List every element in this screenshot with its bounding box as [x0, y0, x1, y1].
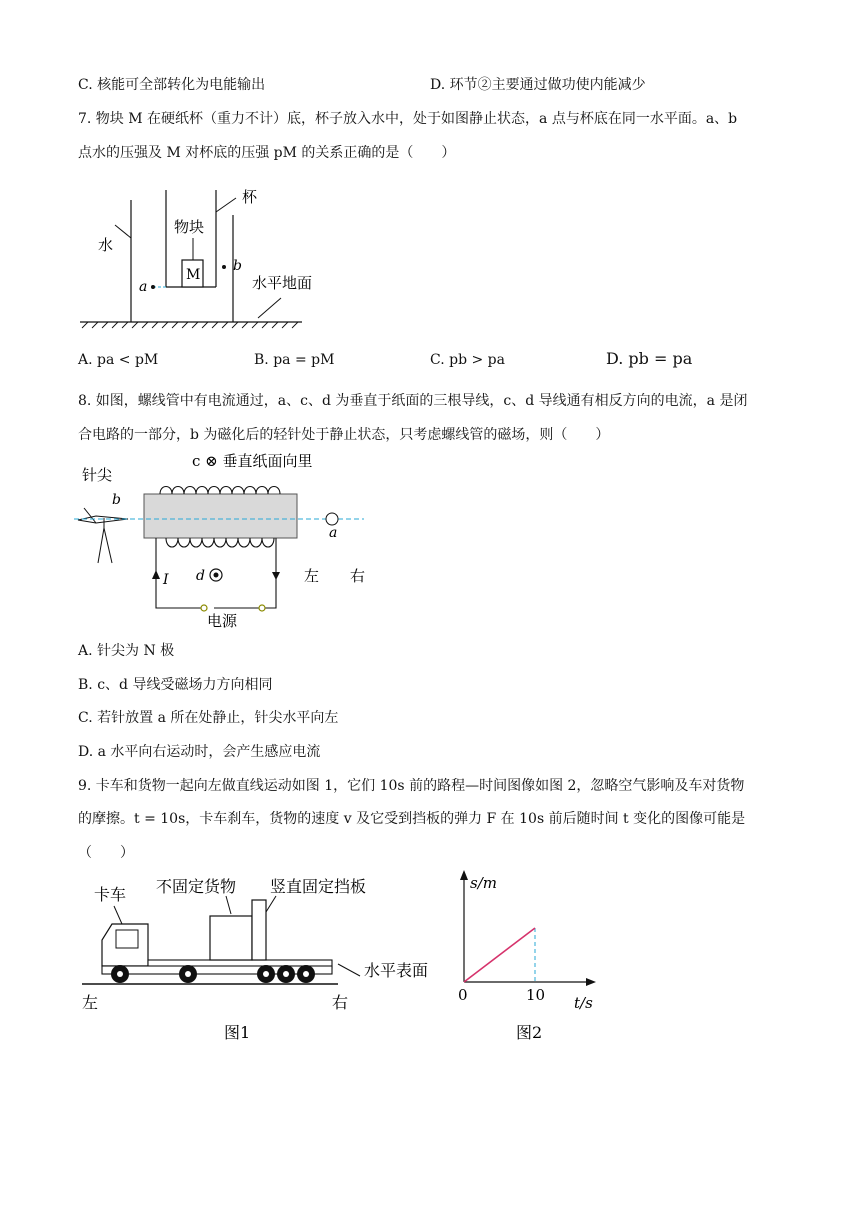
q9-figure1: [76, 872, 429, 1047]
q8-stem-line1: 8. 如图，螺线管中有电流通过，a、c、d 为垂直于纸面的三根导线，c、d 导线通有相反方向的电流，a 是闭: [78, 393, 748, 409]
q8-b-label: b: [112, 492, 121, 508]
q9-surface-label: 水平表面: [364, 961, 429, 980]
q8-needle-label: 针尖: [82, 466, 113, 484]
q7-figure: [76, 180, 316, 330]
y-axis-arrow: [460, 870, 468, 880]
q9-fig2-caption: 图2: [516, 1023, 543, 1042]
x-axis-arrow: [586, 978, 596, 986]
q8-option-d: D. a 水平向右运动时，会产生感应电流: [78, 744, 321, 760]
x-axis-label: t/s: [574, 994, 593, 1012]
x-tick-10: 10: [526, 986, 546, 1004]
q6-option-c: C. 核能可全部转化为电能输出: [78, 77, 266, 93]
q9-cargo-label: 不固定货物: [156, 877, 237, 896]
q8-left-label: 左: [304, 567, 320, 585]
q9-stem-line3: （ ）: [78, 845, 134, 861]
q7-point-a: a: [139, 279, 148, 295]
q9-stem-line2: 的摩擦。t = 10s，卡车刹车，货物的速度 v 及它受到挡板的弹力 F 在 10s 前后随时间 t 变化的图像可能是: [78, 811, 746, 827]
q9-left-label: 左: [82, 993, 99, 1012]
q8-current-label: I: [163, 572, 169, 588]
q8-option-c: C. 若针放置 a 所在处静止，针尖水平向左: [78, 710, 339, 726]
series-line: [464, 928, 535, 982]
q7-ground-label: 水平地面: [252, 274, 313, 292]
q9-truck-label: 卡车: [94, 885, 127, 904]
y-axis-label: s/m: [470, 874, 497, 892]
q7-option-d: D. pb = pa: [606, 349, 693, 368]
q9-fig1-caption: 图1: [224, 1023, 251, 1042]
q8-stem-line2: 合电路的一部分，b 为磁化后的轻针处于静止状态，只考虑螺线管的磁场，则（ ）: [78, 427, 610, 443]
q8-option-a: A. 针尖为 N 极: [78, 643, 175, 659]
q9-board-label: 竖直固定挡板: [270, 877, 367, 896]
q7-option-b: B. pa = pM: [254, 352, 335, 368]
q8-c-label: c ⊗ 垂直纸面向里: [192, 452, 313, 470]
q7-block-m: M: [186, 267, 201, 283]
q8-d-label: d: [196, 568, 205, 584]
q9-right-label: 右: [332, 993, 349, 1012]
q8-right-label: 右: [350, 567, 366, 585]
q8-a-label: a: [329, 525, 338, 541]
q8-power-label: 电源: [207, 612, 238, 630]
q8-option-b: B. c、d 导线受磁场力方向相同: [78, 677, 273, 693]
q7-block-label: 物块: [174, 218, 205, 236]
q7-stem-line1: 7. 物块 M 在硬纸杯（重力不计）底，杯子放入水中，处于如图静止状态，a 点与杯底在同一水平面。a、b: [78, 111, 738, 127]
q7-option-c: C. pb > pa: [430, 352, 505, 368]
q7-option-a: A. pa < pM: [78, 352, 159, 368]
q8-figure: [74, 448, 374, 630]
origin-label: 0: [458, 986, 468, 1004]
q7-stem-line2: 点水的压强及 M 对杯底的压强 pM 的关系正确的是（ ）: [78, 145, 456, 161]
q9-figure2: [450, 866, 610, 1047]
q7-water-label: 水: [98, 236, 114, 254]
q7-point-b: b: [233, 258, 242, 274]
q9-stem-line1: 9. 卡车和货物一起向左做直线运动如图 1，它们 10s 前的路程—时间图像如图 2，忽略空气影响及车对货物: [78, 778, 745, 794]
q6-option-d: D. 环节②主要通过做功使内能减少: [430, 77, 646, 93]
q7-cup-label: 杯: [242, 188, 258, 206]
